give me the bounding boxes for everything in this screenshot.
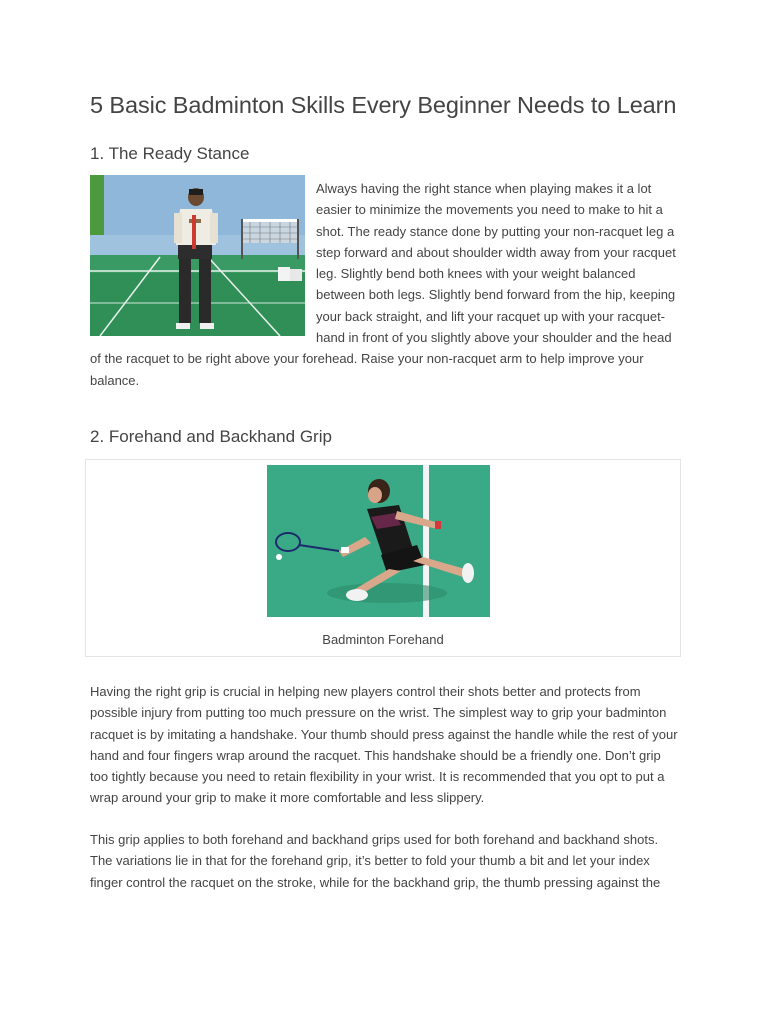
figure-caption: Badminton Forehand: [322, 632, 444, 647]
badminton-forehand-photo: [267, 465, 490, 617]
grip-paragraph-2: This grip applies to both forehand and backhand grips used for both forehand and backhand shots. The variations lie in that for the forehand grip, it’s better to fold your thumb a bit and let your index finger control the racquet on the stroke, while for the backhand grip, the thumb pressing against the: [90, 832, 661, 890]
section-heading-ready-stance: 1. The Ready Stance: [90, 144, 250, 163]
grip-paragraph-2-block: [90, 829, 682, 893]
forehand-figure: [85, 459, 681, 657]
grip-paragraph-1: Having the right grip is crucial in helping new players control their shots better and protects from possible injury from putting too much pressure on the wrist. The simplest way to grip your badminton racquet is by imitating a handshake. Your thumb should press against the handle while the rest of your hand and four fingers wrap around the racquet. This handshake should be a friendly one. Don’t grip too tightly because you need to retain flexibility in your wrist. It is recommended that you opt to put a wrap around your grip to make it more comfortable and less slippery.: [90, 684, 678, 806]
grip-paragraph-1-block: [90, 681, 682, 809]
ready-stance-paragraph: Always having the right stance when playing makes it a lot easier to minimize the movements you need to make to hit a shot. The ready stance done by putting your non-racquet leg a step forward and about shoulder width away from your racquet leg. Slightly bend both knees with your weight balanced between both legs. Slightly bend forward from the hip, keeping your back straight, and lift your racquet up with your racquet-hand in front of you slightly above your shoulder and the head of the racquet to be right above your forehead. Raise your non-racquet arm to help improve your balance.: [90, 181, 676, 388]
article-title: 5 Basic Badminton Skills Every Beginner Needs to Learn: [90, 92, 677, 118]
ready-stance-text-block: [90, 178, 682, 391]
section-heading-grip: 2. Forehand and Backhand Grip: [90, 427, 332, 446]
